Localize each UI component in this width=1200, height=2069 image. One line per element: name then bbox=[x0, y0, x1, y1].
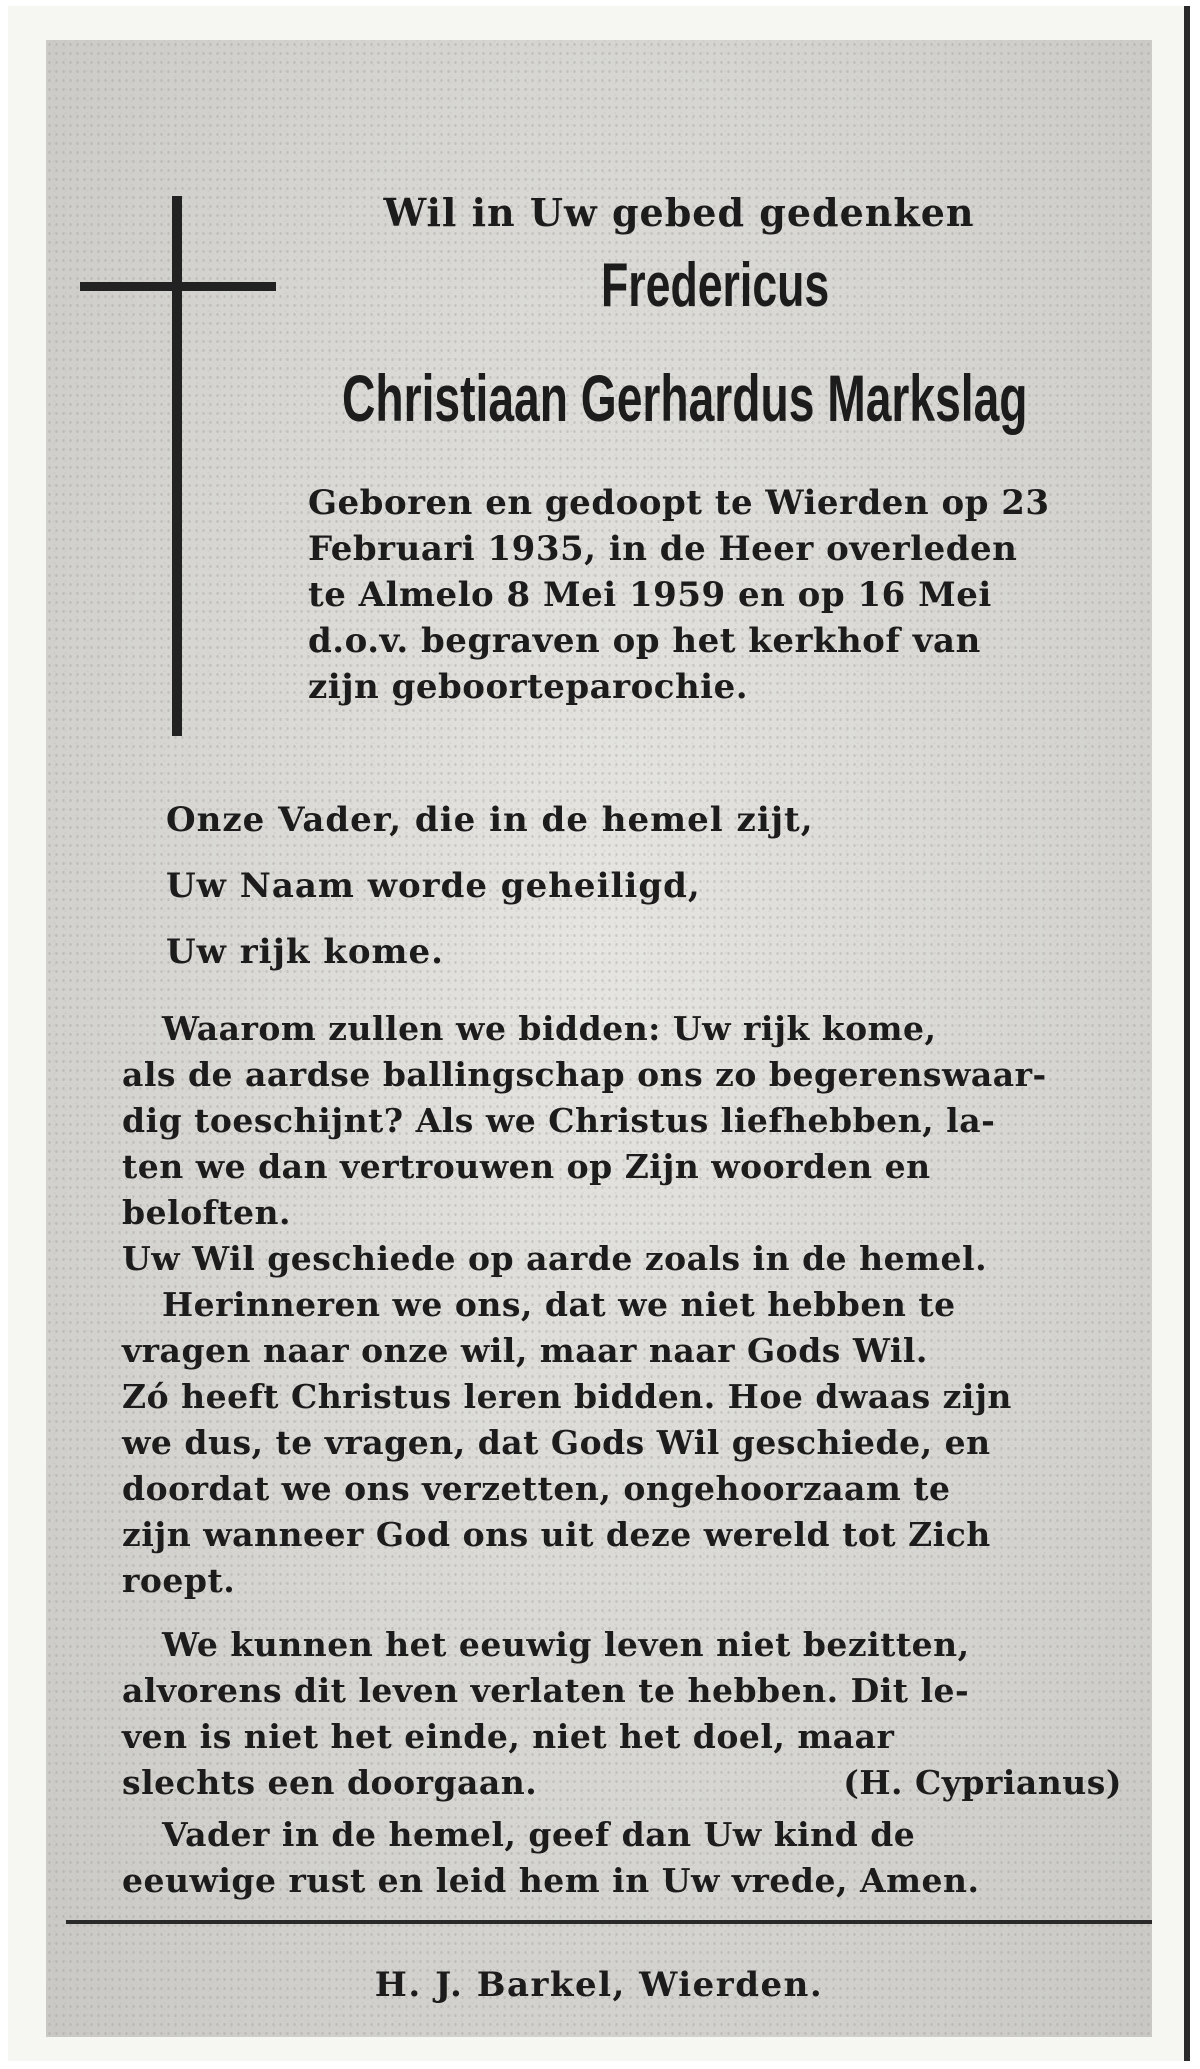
birth-line: Geboren en gedoopt te Wierden op 23 bbox=[308, 483, 1050, 523]
birth-line: Februari 1935, in de Heer overleden bbox=[308, 529, 1018, 569]
paragraph-line: roept. bbox=[122, 1561, 236, 1600]
paragraph-line: slechts een doorgaan. bbox=[122, 1763, 538, 1802]
paragraph-2 bbox=[122, 1282, 1122, 1604]
paragraph-line: Vader in de hemel, geef dan Uw kind de bbox=[162, 1815, 916, 1854]
divider bbox=[66, 1920, 1152, 1924]
paragraph-line: ven is niet het einde, niet het doel, maar bbox=[122, 1717, 895, 1756]
deceased-first-name: Fredericus bbox=[601, 251, 830, 320]
paragraph-line: als de aardse ballingschap ons zo begerenswaar- bbox=[122, 1055, 1047, 1094]
paragraph-line: beloften. bbox=[122, 1193, 292, 1232]
paragraph-line: zijn wanneer God ons uit deze wereld tot Zich bbox=[122, 1515, 991, 1554]
paragraph-1 bbox=[122, 1006, 1122, 1282]
birth-line: zijn geboorteparochie. bbox=[308, 667, 749, 707]
paragraph-line: ten we dan vertrouwen op Zijn woorden en bbox=[122, 1147, 931, 1186]
attribution: (H. Cyprianus) bbox=[843, 1763, 1122, 1802]
cross-icon-horizontal bbox=[80, 282, 276, 291]
prayer-line: Uw Naam worde geheiligd, bbox=[166, 866, 701, 906]
birth-line: te Almelo 8 Mei 1959 en op 16 Mei bbox=[308, 575, 992, 615]
cross-icon-vertical bbox=[172, 196, 182, 736]
paragraph-line: Waarom zullen we bidden: Uw rijk kome, bbox=[162, 1009, 937, 1048]
deceased-full-name: Christiaan Gerhardus Markslag bbox=[342, 361, 1028, 435]
paragraph-line: We kunnen het eeuwig leven niet bezitten, bbox=[162, 1625, 970, 1664]
heading: Wil in Uw gebed gedenken bbox=[383, 190, 975, 235]
birth-death-details bbox=[308, 480, 1138, 710]
paragraph-line: Herinneren we ons, dat we niet hebben te bbox=[162, 1285, 956, 1324]
prayer-line: Uw rijk kome. bbox=[166, 932, 444, 972]
memorial-card-sheet bbox=[8, 6, 1190, 2061]
paragraph-line: alvorens dit leven verlaten te hebben. Dit le- bbox=[122, 1671, 970, 1710]
paragraph-line: doordat we ons verzetten, ongehoorzaam te bbox=[122, 1469, 951, 1508]
paragraph-3 bbox=[122, 1622, 1122, 1806]
memorial-card bbox=[46, 40, 1152, 2037]
paragraph-last-line bbox=[122, 1760, 1122, 1806]
paragraph-4 bbox=[122, 1812, 1122, 1904]
paragraph-line: eeuwige rust en leid hem in Uw vrede, Amen. bbox=[122, 1861, 980, 1900]
prayer-line: Onze Vader, die in de hemel zijt, bbox=[166, 800, 814, 840]
paragraph-line: Zó heeft Christus leren bidden. Hoe dwaas zijn bbox=[122, 1377, 1012, 1416]
paragraph-line: we dus, te vragen, dat Gods Wil geschiede, en bbox=[122, 1423, 991, 1462]
paragraph-line: dig toeschijnt? Als we Christus liefhebben, la- bbox=[122, 1101, 996, 1140]
printer-credit: H. J. Barkel, Wierden. bbox=[374, 1965, 824, 2005]
birth-line: d.o.v. begraven op het kerkhof van bbox=[308, 621, 981, 661]
paragraph-line: vragen naar onze wil, maar naar Gods Wil. bbox=[122, 1331, 928, 1370]
paragraph-line: Uw Wil geschiede op aarde zoals in de hemel. bbox=[122, 1239, 988, 1278]
